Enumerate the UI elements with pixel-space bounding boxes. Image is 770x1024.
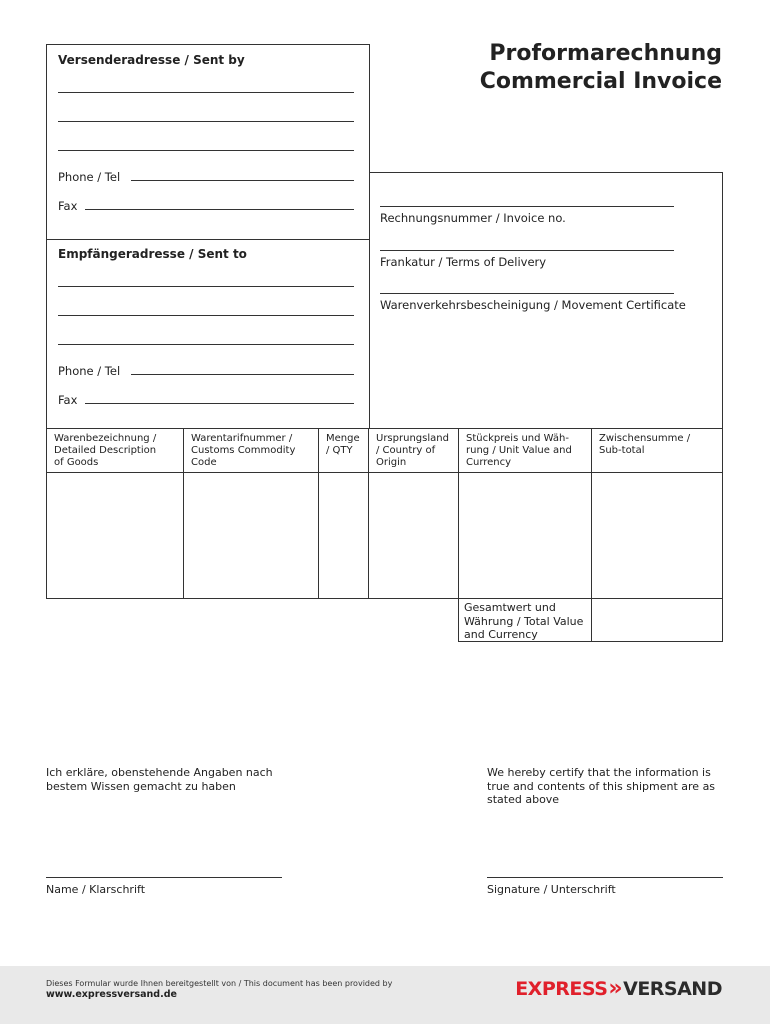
sender-fax-label: Fax: [58, 199, 78, 213]
table-cell-description[interactable]: [47, 473, 182, 598]
sender-heading: Versenderadresse / Sent by: [58, 53, 245, 67]
sender-phone-field[interactable]: [131, 180, 354, 181]
declaration-german: Ich erkläre, obenstehende Angaben nach bestem Wissen gemacht zu haben: [46, 766, 273, 793]
total-value-field[interactable]: [592, 599, 722, 641]
footer-url[interactable]: www.expressversand.de: [46, 989, 177, 1000]
table-header-unit-value: Stückpreis und Wäh- rung / Unit Value and Currency: [466, 433, 572, 468]
title-german: Proformarechnung: [489, 41, 722, 66]
signature-field[interactable]: [487, 877, 723, 878]
recipient-phone-field[interactable]: [131, 374, 354, 375]
recipient-heading: Empfängeradresse / Sent to: [58, 247, 247, 261]
declaration-english: We hereby certify that the information is true and contents of this shipment are as stated above: [487, 766, 716, 806]
table-header-country-of-origin: Ursprungsland / Country of Origin: [376, 433, 449, 468]
table-header-description: Warenbezeichnung / Detailed Description of Goods: [54, 433, 157, 468]
table-cell-country-of-origin[interactable]: [369, 473, 457, 598]
recipient-phone-label: Phone / Tel: [58, 364, 121, 378]
terms-of-delivery-field[interactable]: [380, 250, 674, 251]
logo-express: EXPRESS: [515, 978, 608, 1000]
signature-label: Signature / Unterschrift: [487, 883, 616, 896]
movement-certificate-field[interactable]: [380, 293, 674, 294]
table-header-subtotal: Zwischensumme / Sub-total: [599, 433, 691, 456]
footer-provided-text: Dieses Formular wurde Ihnen bereitgestellt von / This document has been provided by: [46, 979, 393, 988]
sender-phone-label: Phone / Tel: [58, 170, 121, 184]
invoice-no-field[interactable]: [380, 206, 674, 207]
table-header-commodity-code: Warentarifnummer / Customs Commodity Code: [191, 433, 296, 468]
sender-fax-field[interactable]: [85, 209, 354, 210]
express-versand-logo: [515, 976, 722, 1001]
terms-of-delivery-label: Frankatur / Terms of Delivery: [380, 255, 547, 269]
name-field[interactable]: [46, 877, 282, 878]
sender-address-line-1[interactable]: [58, 92, 354, 93]
page-title: [480, 40, 722, 96]
sender-address-line-2[interactable]: [58, 121, 354, 122]
table-header-quantity: Menge / QTY: [326, 433, 360, 456]
table-cell-unit-value[interactable]: [459, 473, 590, 598]
total-value-label: Gesamtwert und Währung / Total Value and Currency: [464, 601, 584, 641]
recipient-address-box: [46, 239, 370, 429]
recipient-address-line-3[interactable]: [58, 344, 354, 345]
sender-address-box: [46, 44, 370, 240]
recipient-fax-label: Fax: [58, 393, 78, 407]
title-english: Commercial Invoice: [479, 69, 722, 94]
invoice-no-label: Rechnungsnummer / Invoice no.: [380, 211, 566, 225]
logo-arrows-icon: »: [608, 976, 623, 1001]
name-label: Name / Klarschrift: [46, 883, 146, 896]
table-cell-commodity-code[interactable]: [184, 473, 317, 598]
movement-certificate-label: Warenverkehrsbescheinigung / Movement Certificate: [380, 298, 686, 312]
recipient-address-line-1[interactable]: [58, 286, 354, 287]
table-cell-quantity[interactable]: [319, 473, 367, 598]
recipient-address-line-2[interactable]: [58, 315, 354, 316]
logo-versand: VERSAND: [623, 978, 722, 1000]
sender-address-line-3[interactable]: [58, 150, 354, 151]
recipient-fax-field[interactable]: [85, 403, 354, 404]
table-cell-subtotal[interactable]: [592, 473, 722, 598]
